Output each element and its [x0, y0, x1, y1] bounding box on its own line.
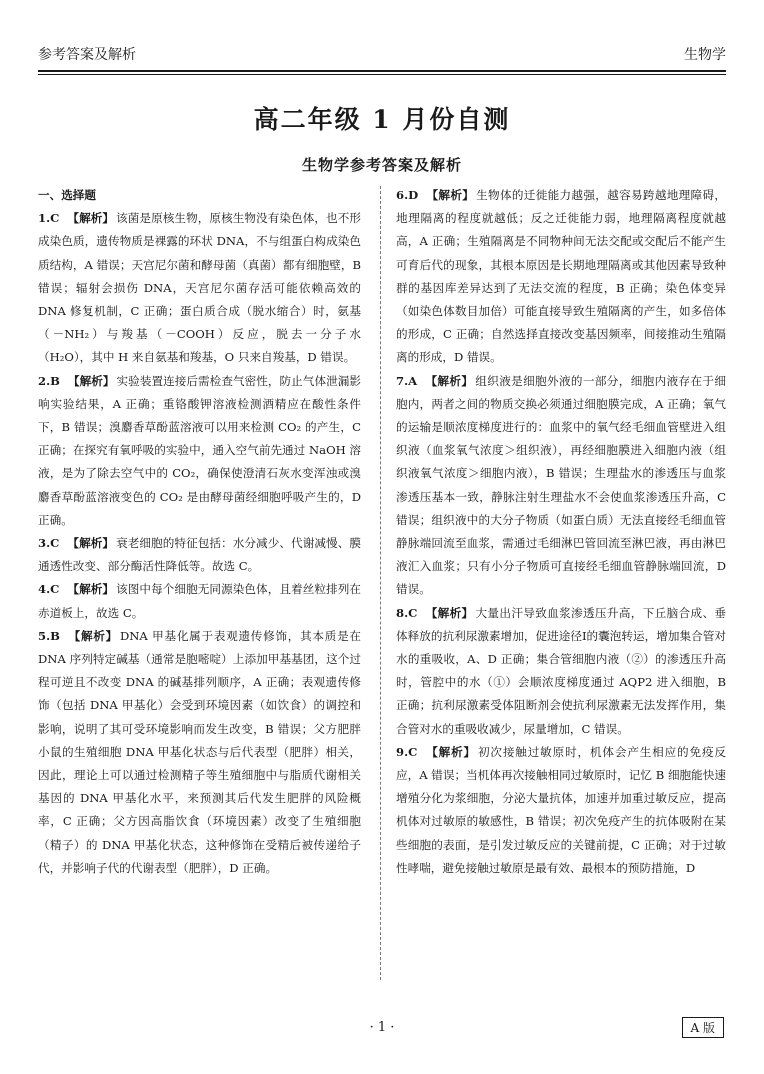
answer-item	[38, 625, 361, 880]
answer-item	[38, 207, 361, 369]
answer-item	[396, 370, 726, 602]
answer-text: 该菌是原核生物，原核生物没有染色体，也不形成染色质，遗传物质是裸露的环状 DNA，不与组蛋白构成染色质结构，A 错误；天宫尼尔菌和酵母菌（真菌）都有细胞壁，B 错误；辐射会损伤 DNA，天宫尼尔菌存活可能依赖高效的 DNA 修复机制，C 正确；蛋白质合成（脱水缩合）时，氨基（－NH₂）与羧基（－COOH）反应，脱去一分子水（H₂O），其中 H 来自氨基和羧基，O 只来自羧基，D 错误。	[38, 211, 361, 365]
answer-number: 8.C	[396, 605, 418, 620]
answer-number: 4.C	[38, 582, 60, 597]
answer-item	[396, 602, 726, 741]
answer-number: 2.B	[38, 373, 60, 388]
answer-number: 6.D	[396, 188, 419, 202]
answer-item	[38, 532, 361, 578]
analysis-tag: 【解析】	[67, 211, 115, 226]
analysis-tag: 【解析】	[67, 536, 115, 551]
analysis-tag: 【解析】	[67, 628, 118, 643]
answer-text: 初次接触过敏原时，机体会产生相应的免疫反应，A 错误；当机体再次接触相同过敏原时，记忆 B 细胞能快速增殖分化为浆细胞，分泌大量抗体，加速并加重过敏反应，提高机体对过敏原的敏感性，B 错误；初次免疫产生的抗体吸附在某些细胞的表面，是引发过敏反应的关键前提，C 正确；对于过敏性哮喘，避免接触过敏原是最有效、最根本的预防措施，D	[396, 744, 726, 875]
answer-number: 9.C	[396, 744, 418, 759]
header-right-label: 生物学	[684, 47, 726, 63]
analysis-tag: 【解析】	[67, 373, 115, 388]
right-column	[396, 184, 726, 880]
page-number: · 1 ·	[369, 1020, 395, 1035]
answer-text: 组织液是细胞外液的一部分，细胞内液存在于细胞内，两者之间的物质交换必须通过细胞膜完成，A 正确；氧气的运输是顺浓度梯度进行的：血浆中的氧气经毛细血管壁进入组织液（血浆氧气浓度＞组织液），再经细胞膜进入细胞内液（组织液氧气浓度＞细胞内液），B 错误；生理盐水的渗透压与血浆渗透压基本一致，静脉注射生理盐水不会使血浆渗透压升高，C 错误；组织液中的大分子物质（如蛋白质）无法直接经毛细血管静脉端回流至血浆，需通过毛细淋巴管回流至淋巴液，再由淋巴液汇入血浆；只有小分子物质可直接经毛细血管静脉端回流，D 错误。	[396, 373, 726, 597]
analysis-tag: 【解析】	[425, 605, 474, 620]
left-column	[38, 184, 361, 880]
analysis-tag: 【解析】	[426, 188, 475, 202]
analysis-tag: 【解析】	[67, 582, 115, 597]
answer-item	[38, 578, 361, 624]
header-rule-thick	[38, 70, 726, 72]
section-heading: 一、选择题	[38, 188, 96, 202]
page-subtitle: 生物学参考答案及解析	[301, 156, 462, 174]
column-divider	[380, 186, 381, 980]
answer-text: 衰老细胞的特征包括：水分减少、代谢减慢、膜通透性改变、部分酶活性降低等。故选 C。	[38, 536, 361, 574]
answer-text: DNA 甲基化属于表观遗传修饰，其本质是在 DNA 序列特定碱基（通常是胞嘧啶）上添加甲基基团，这个过程可逆且不改变 DNA 的碱基排列顺序，A 正确；表观遗传修饰（包括 DNA 甲基化）会受到环境因素（如饮食）的调控和影响，说明了其可受环境影响而发生改变，B 错误；父方肥胖小鼠的生殖细胞 DNA 甲基化状态与后代表型（肥胖）相关，因此，理论上可以通过检测精子等生殖细胞中与脂质代谢相关基因的 DNA 甲基化水平，来预测其后代发生肥胖的风险概率，C 正确；父方因高脂饮食（环境因素）改变了生殖细胞（精子）的 DNA 甲基化状态，这种修饰在受精后被传递给子代，并影响子代的代谢表型（肥胖），D 正确。	[38, 628, 361, 875]
answer-columns	[38, 184, 726, 990]
header-left-label: 参考答案及解析	[38, 47, 136, 63]
answer-text: 实验装置连接后需检查气密性，防止气体泄漏影响实验结果，A 正确；重铬酸钾溶液检测酒精应在酸性条件下，B 错误；溴麝香草酚蓝溶液可以用来检测 CO₂ 的产生，C 正确；在探究有氧呼吸的实验中，通入空气前先通过 NaOH 溶液，是为了除去空气中的 CO₂，确保使澄清石灰水变浑浊或溴麝香草酚蓝溶液变色的 CO₂ 是由酵母菌经细胞呼吸产生的，D 正确。	[38, 373, 361, 527]
analysis-tag: 【解析】	[425, 373, 474, 388]
answer-number: 1.C	[38, 211, 60, 226]
answer-number: 7.A	[396, 373, 418, 388]
answer-text: 生物体的迁徙能力越强，越容易跨越地理障碍，地理隔离的程度就越低；反之迁徙能力弱，地理隔离程度就越高，A 正确；生殖隔离是不同物种间无法交配或交配后不能产生可育后代的现象，其根本原因是长期地理隔离或其他因素导致种群的基因库差异达到了无法交流的程度，B 正确；染色体变异（如染色体数目加倍）可能直接导致生殖隔离的产生，如多倍体的形成，C 正确；自然选择直接改变基因频率，间接推动生殖隔离的形成，D 错误。	[396, 188, 726, 365]
answer-item	[396, 741, 726, 880]
answer-number: 5.B	[38, 628, 60, 643]
page-header	[38, 40, 726, 68]
page-title: 高二年级 1 月份自测	[253, 105, 511, 134]
answer-item	[396, 184, 726, 370]
header-rule-thin	[38, 74, 726, 75]
answer-number: 3.C	[38, 536, 60, 551]
answer-item	[38, 370, 361, 532]
answer-text: 大量出汗导致血浆渗透压升高，下丘脑合成、垂体释放的抗利尿激素增加，促进途径Ⅰ的囊泡转运，增加集合管对水的重吸收，A、D 正确；集合管细胞内液（②）的渗透压升高时，管腔中的水（①）会顺浓度梯度通过 AQP2 进入细胞，B 正确；抗利尿激素受体阻断剂会使抗利尿激素无法发挥作用，集合管对水的重吸收减少，尿量增加，C 错误。	[396, 605, 726, 736]
edition-badge: A 版	[682, 1017, 724, 1038]
analysis-tag: 【解析】	[425, 744, 476, 759]
answer-text: 该图中每个细胞无同源染色体，且着丝粒排列在赤道板上，故选 C。	[38, 582, 361, 620]
